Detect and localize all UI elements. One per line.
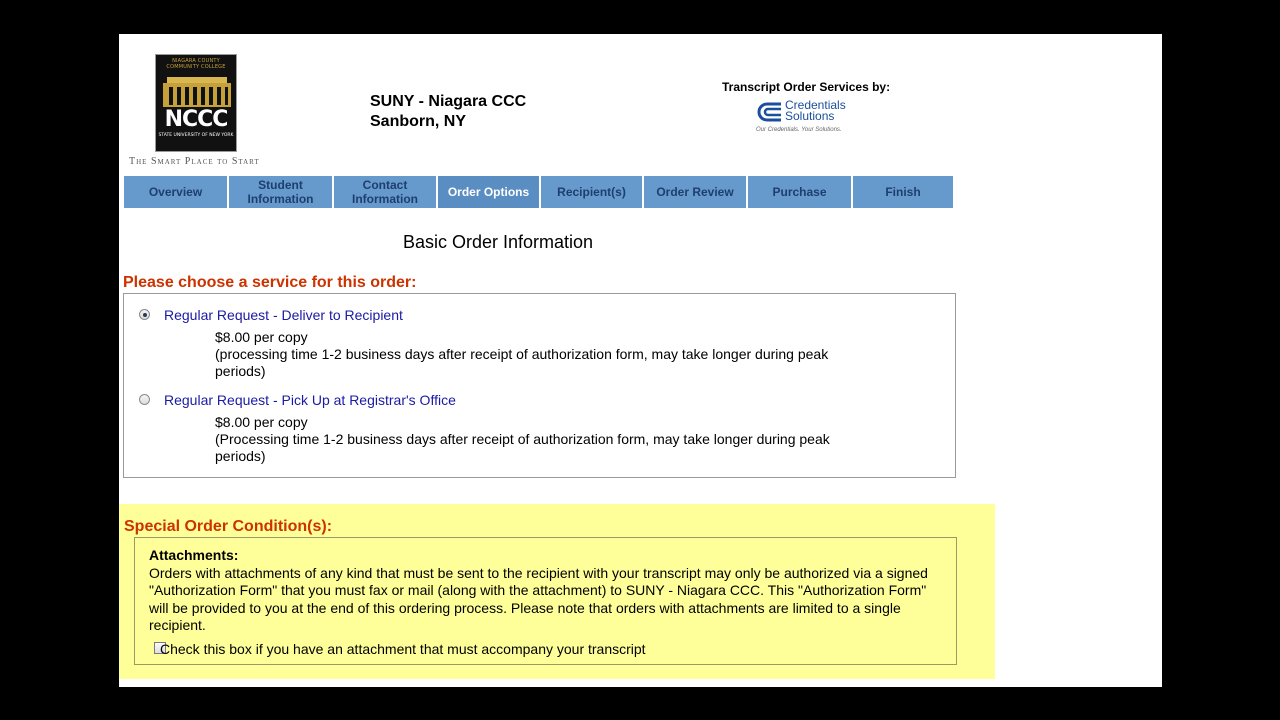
logo-subtext: STATE UNIVERSITY OF NEW YORK [158,133,234,138]
attachment-checkbox-label[interactable]: Check this box if you have an attachment that must accompany your transcript [160,641,646,657]
nav-recipients[interactable]: Recipient(s) [541,176,642,208]
service-option-deliver-price: $8.00 per copy [215,329,308,345]
conditions-heading: Special Order Condition(s): [124,518,333,535]
service-radio-deliver[interactable] [139,309,150,320]
nav-order-options[interactable]: Order Options [438,176,539,208]
page-title: Basic Order Information [403,232,594,252]
nav-order-review[interactable]: Order Review [644,176,746,208]
credentials-solutions-logo [755,100,865,136]
nav-contact-information[interactable]: Contact Information [334,176,436,208]
service-option-pickup-label[interactable]: Regular Request - Pick Up at Registrar's Office [164,392,456,408]
service-option-deliver-label[interactable]: Regular Request - Deliver to Recipient [164,307,403,323]
nav-overview[interactable]: Overview [124,176,227,208]
logo-acronym: NCCC [164,107,228,132]
nav-finish[interactable]: Finish [853,176,953,208]
credentials-logo-icon [755,100,785,124]
service-option-pickup-note: (Processing time 1-2 business days after receipt of authorization form, may take longer during peak periods) [215,431,830,464]
step-navigation [124,176,953,208]
attachments-text: Orders with attachments of any kind that must be sent to the recipient with your transcript may only be authorized via a signed "Authorization Form" that you must fax or mail (along with the attachment) to SUNY - Niagara CCC. This "Authorization Form" will be provided to you at the end of this ordering process. Please note that orders with attachments are limited to a single recipient. [149,565,928,633]
service-option-deliver-note: (processing time 1-2 business days after receipt of authorization form, may take longer during peak periods) [215,346,829,379]
service-options-box [123,293,956,478]
provider-tagline: Our Credentials. Your Solutions. [756,127,842,133]
college-name: SUNY - Niagara CCC [370,93,527,110]
nav-student-information[interactable]: Student Information [229,176,332,208]
attachments-title: Attachments: [149,547,239,563]
page-container [119,34,1162,687]
provider-name [785,100,846,122]
special-conditions-panel [119,504,995,679]
service-radio-pickup[interactable] [139,394,150,405]
service-heading: Please choose a service for this order: [123,274,417,291]
logo-tagline: The Smart Place to Start [129,156,260,167]
college-logo [155,54,237,152]
building-icon [163,75,231,107]
nav-purchase[interactable]: Purchase [748,176,851,208]
attachments-box [134,537,957,665]
college-location: Sanborn, NY [370,113,467,130]
service-option-pickup-price: $8.00 per copy [215,414,308,430]
provider-name-line2: Solutions [785,109,835,123]
logo-top-text: NIAGARA COUNTY COMMUNITY COLLEGE [166,58,226,70]
provider-label: Transcript Order Services by: [722,80,891,94]
provider-name-line1: Credentials [785,98,846,112]
college-info [370,92,526,132]
